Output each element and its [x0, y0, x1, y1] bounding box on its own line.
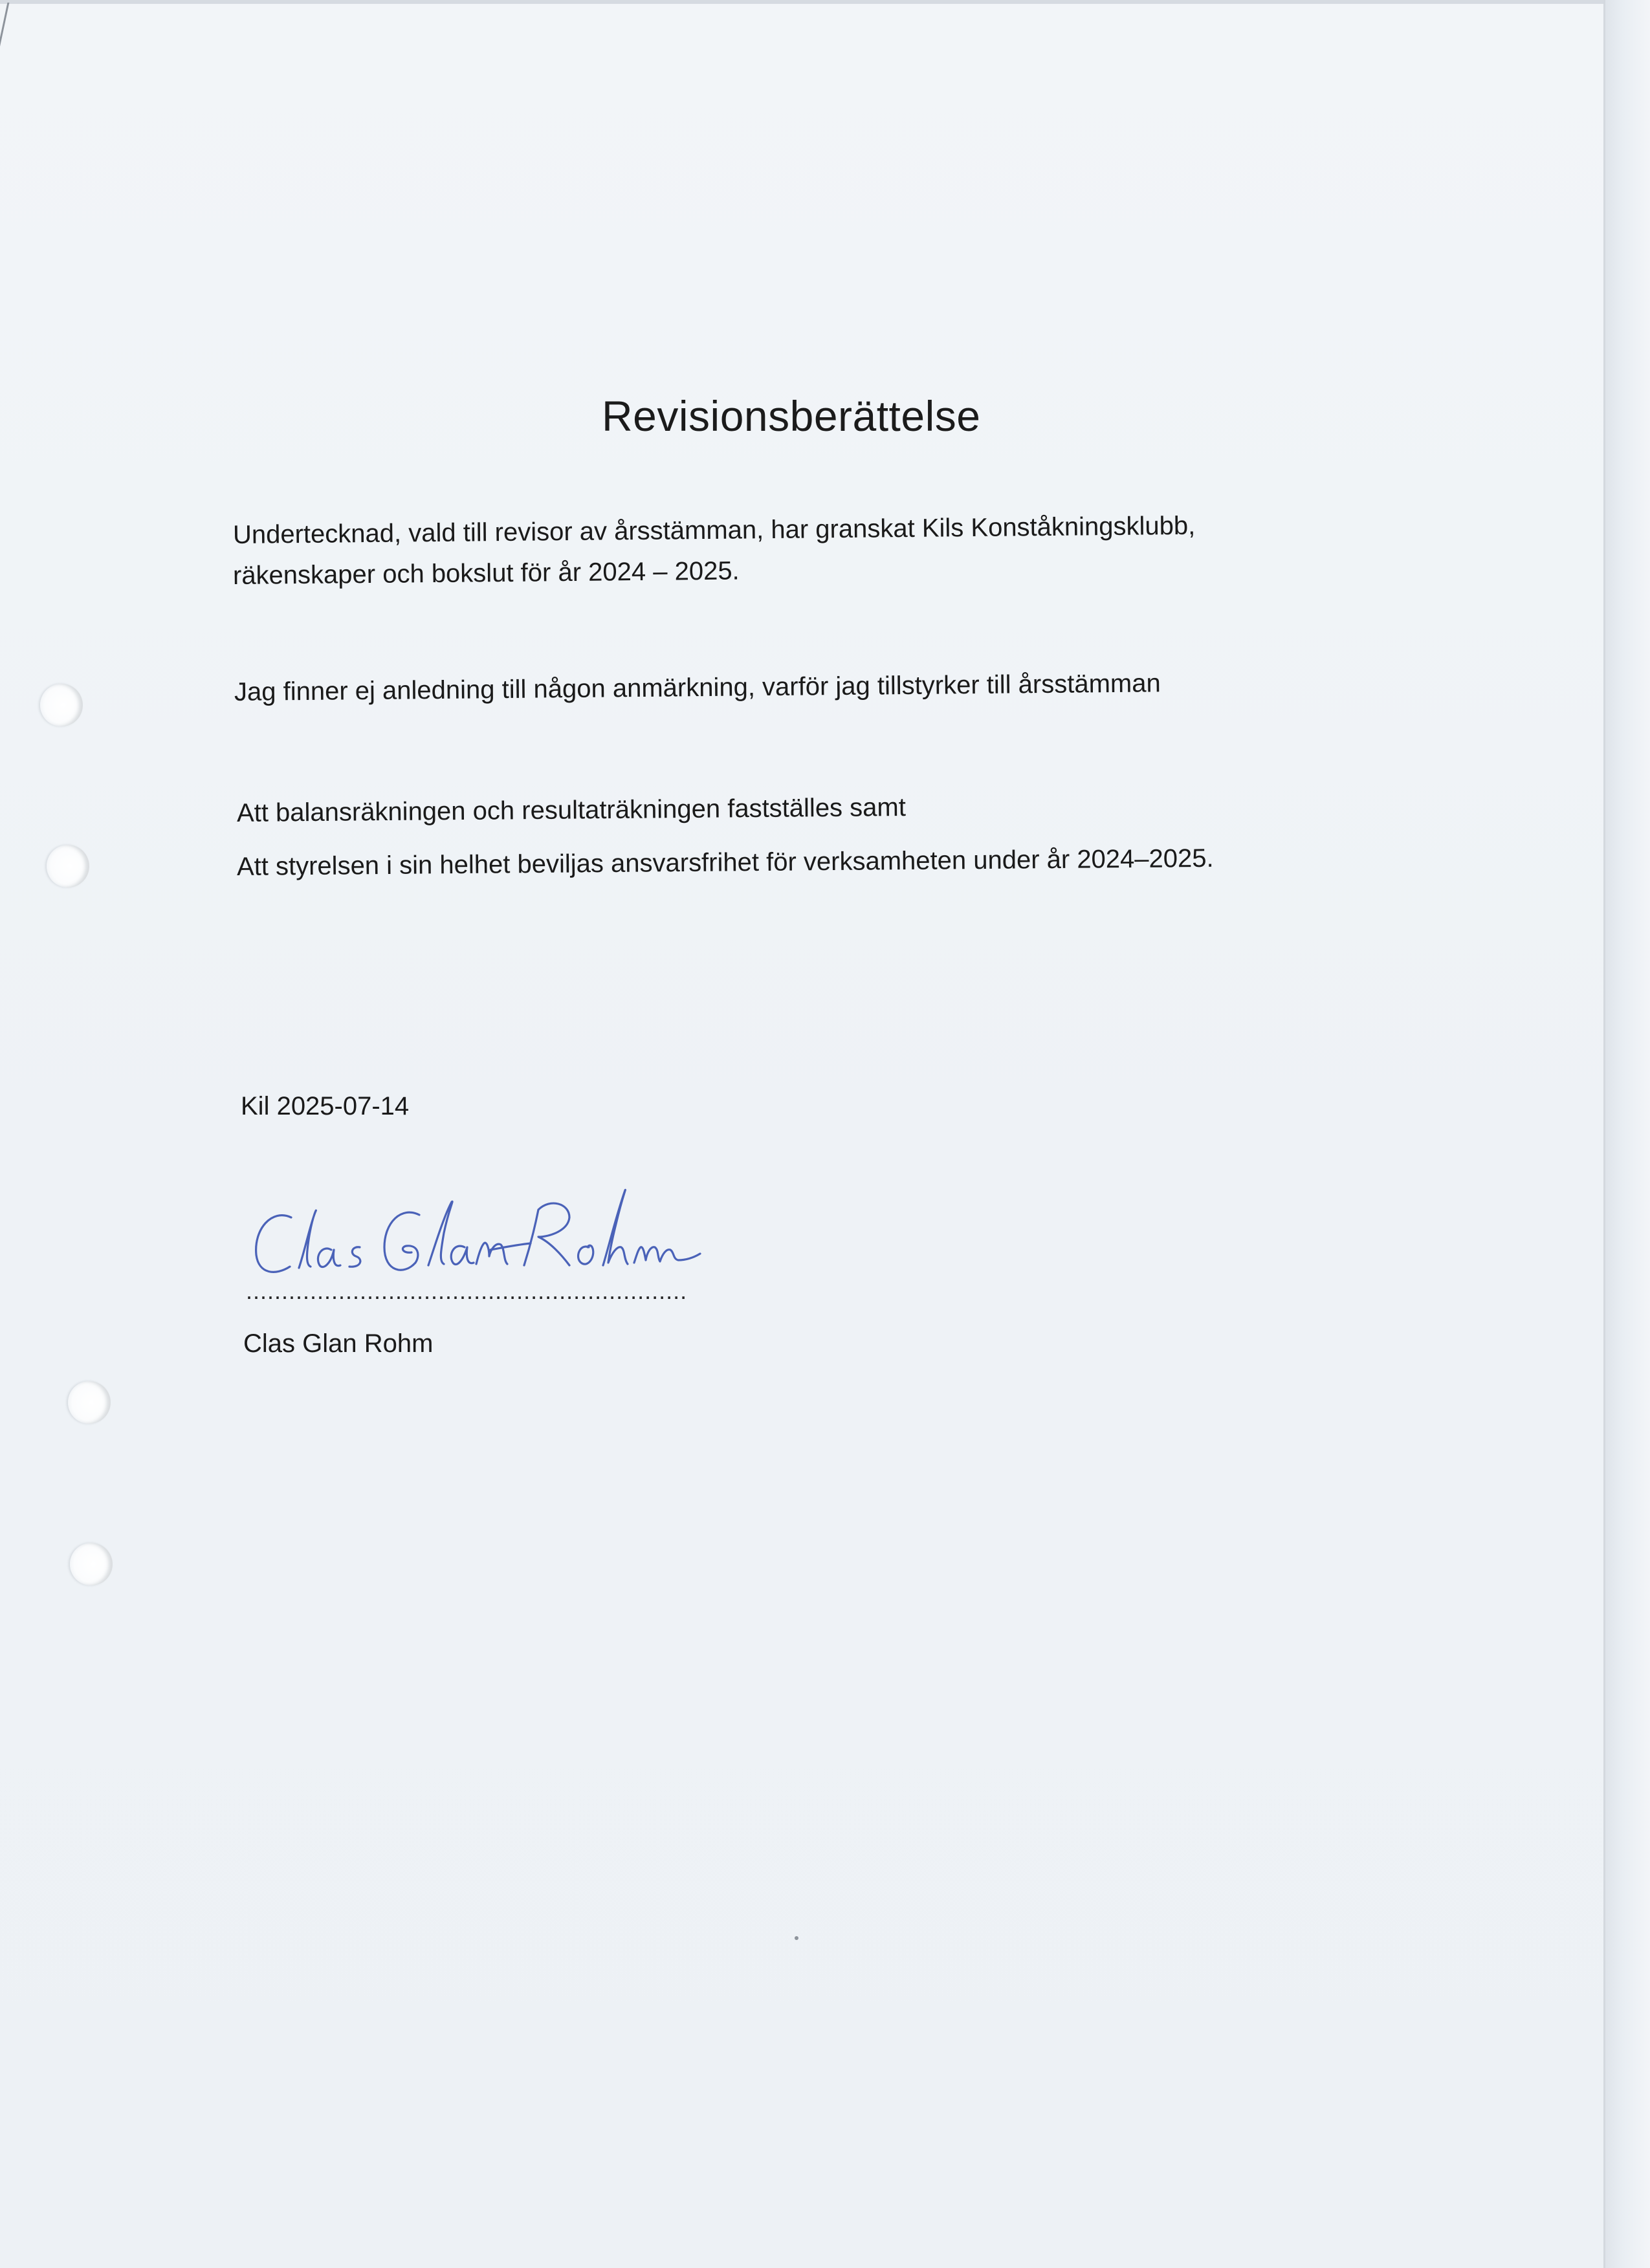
scan-top-edge — [0, 0, 1603, 4]
dust-speck — [795, 1936, 798, 1940]
paragraph-1-line-1: Undertecknad, vald till revisor av årsstämman, har granskat Kils Konståkningsklubb, — [232, 511, 1196, 549]
scanner-margin — [1605, 0, 1650, 2268]
punch-hole-2 — [47, 845, 89, 888]
paragraph-3-line-2: Att styrelsen i sin helhet beviljas ansvarsfrihet för verksamheten under år 2024–2025. — [236, 844, 1214, 881]
paragraph-2: Jag finner ej anledning till någon anmärkning, varför jag tillstyrker till årsstämman — [234, 669, 1161, 706]
paragraph-3-line-1: Att balansräkningen och resultaträkningen fastställes samt — [236, 792, 907, 827]
place-date: Kil 2025-07-14 — [241, 1092, 410, 1120]
signature-dotted-line: .............................................................. — [246, 1278, 688, 1304]
signer-name: Clas Glan Rohm — [243, 1329, 434, 1358]
document-title: Revisionsberättelse — [602, 392, 981, 440]
paper-corner-mark — [0, 3, 26, 48]
punch-hole-1 — [40, 684, 83, 726]
punch-hole-3 — [68, 1381, 111, 1424]
punch-hole-4 — [70, 1543, 113, 1586]
paragraph-1-line-2: räkenskaper och bokslut för år 2024 – 2025. — [232, 556, 740, 590]
